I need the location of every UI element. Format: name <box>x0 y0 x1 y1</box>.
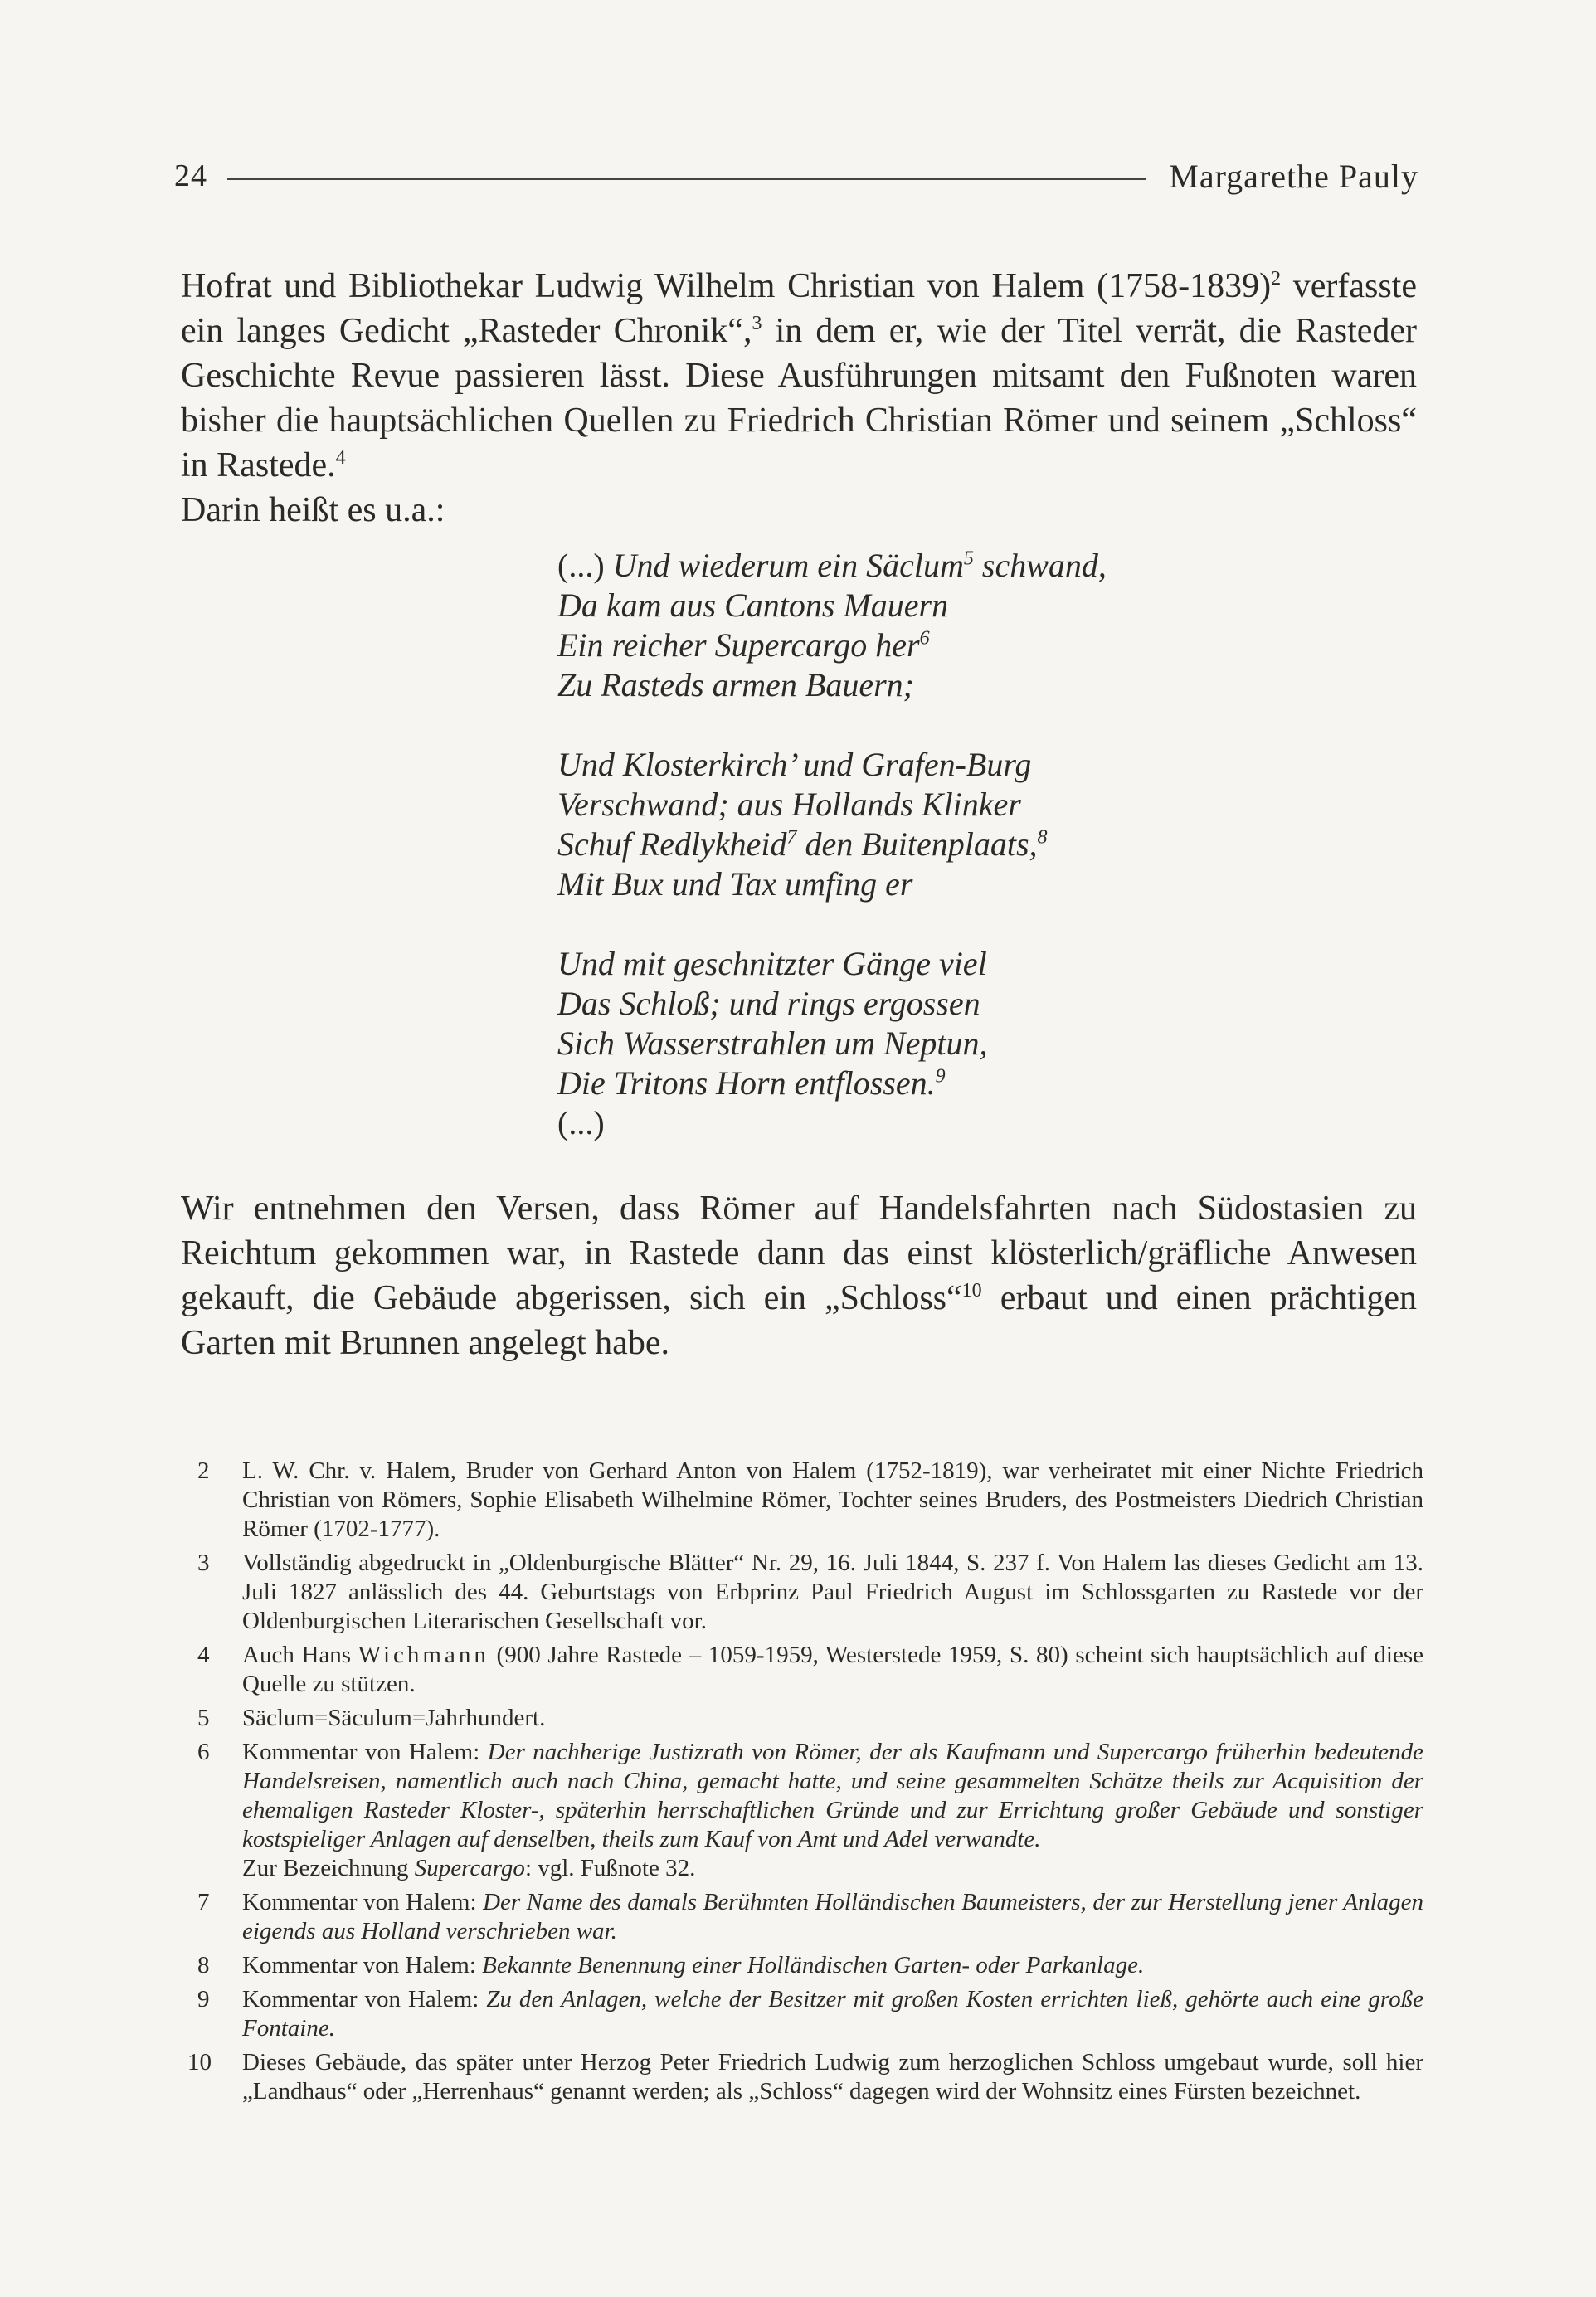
footnote-text <box>242 1951 1423 1980</box>
term-italic: Supercargo <box>414 1855 525 1881</box>
footnote-9 <box>187 1985 1423 2043</box>
text-run: Ein reicher Supercargo her <box>557 626 920 664</box>
running-author: Margarethe Pauly <box>1169 157 1418 195</box>
text-run: verfasste ein langes Gedicht „Rasteder Chronik“, <box>181 267 1417 350</box>
footnote-text: Dieses Gebäude, das später unter Herzog Peter Friedrich Ludwig zum herzoglichen Schloss umgebaut wurde, soll hier „Landhaus“ oder „Herrenhaus“ genannt werden; als „Schloss“ dagegen wird der Wohnsitz eines Fürsten bezeichnet. <box>242 2049 1423 2105</box>
paragraph-intro-line2: Darin heißt es u.a.: <box>181 491 445 529</box>
footnote-ref-2[interactable]: 2 <box>1271 268 1282 290</box>
text-run: Auch Hans <box>242 1642 358 1668</box>
footnote-number: 2 <box>197 1458 210 1484</box>
footnote-4 <box>187 1641 1423 1699</box>
footnote-text <box>242 1641 1423 1699</box>
footnote-ref-8[interactable]: 8 <box>1037 826 1048 849</box>
footnote-ref-7[interactable]: 7 <box>786 826 797 849</box>
footnote-ref-9[interactable]: 9 <box>935 1065 946 1088</box>
footnote-text <box>242 1738 1423 1883</box>
poem-line: Mit Bux und Tax umfing er <box>557 865 913 903</box>
footnote-10 <box>187 2048 1423 2106</box>
footnote-ref-3[interactable]: 3 <box>752 313 762 334</box>
poem-line: Zu Rasteds armen Bauern; <box>557 666 914 703</box>
footnote-7 <box>187 1888 1423 1946</box>
footnotes <box>187 1457 1423 2111</box>
footnote-text: Vollständig abgedruckt in „Oldenburgische Blätter“ Nr. 29, 16. Juli 1844, S. 237 f. Von Halem las dieses Gedicht am 13. Juli 1827 anlässlich des 44. Geburtstags von Erbprinz Paul Friedrich August im Schlossgarten zu Rastede vor der Oldenburgischen Literarischen Gesellschaft vor. <box>242 1550 1423 1634</box>
poem-line <box>557 546 1304 586</box>
footnote-ref-5[interactable]: 5 <box>963 547 974 570</box>
stanza-gap <box>557 904 1304 944</box>
header-rule <box>227 178 1146 180</box>
stanza-gap <box>557 705 1304 745</box>
paragraph-intro-text <box>181 264 1417 488</box>
footnote-text: L. W. Chr. v. Halem, Bruder von Gerhard Anton von Halem (1752-1819), war verheiratet mit einer Nichte Friedrich Christian von Römers, Sophie Elisabeth Wilhelmine Römer, Tochter seines Bruders, des Postmeisters Diedrich Christian Römer (1702-1777). <box>242 1458 1423 1542</box>
text-run: den Buitenplaats, <box>796 825 1038 863</box>
footnote-ref-10[interactable]: 10 <box>961 1280 982 1302</box>
text-run: Und wiederum ein Säclum <box>604 547 964 584</box>
poem-line <box>557 1063 1304 1103</box>
poem-line <box>557 825 1304 864</box>
paragraph-conclusion <box>181 1186 1417 1365</box>
poem-quote <box>557 546 1304 1143</box>
footnote-number: 7 <box>197 1889 210 1915</box>
text-run: (900 Jahre Rastede – 1059-1959, Westerstede 1959, S. 80) scheint sich hauptsächlich auf diese Quelle zu stützen. <box>242 1642 1423 1697</box>
footnote-5 <box>187 1704 1423 1733</box>
paragraph-intro <box>181 264 1417 533</box>
footnote-number: 10 <box>187 2049 212 2076</box>
text-run: schwand, <box>973 547 1107 584</box>
footnote-ref-6[interactable]: 6 <box>919 627 930 650</box>
text-run: Kommentar von Halem: <box>242 1986 487 2012</box>
poem-line: Verschwand; aus Hollands Klinker <box>557 786 1021 823</box>
footnote-6 <box>187 1738 1423 1883</box>
text-run: in dem er, wie der Titel verrät, die Rasteder Geschichte Revue passieren lässt. Diese Ausführungen mitsamt den Fußnoten waren bisher die hauptsächlichen Quellen zu Friedrich Christian Römer und seinem „Schloss“ in Rastede. <box>181 312 1418 484</box>
footnote-number: 6 <box>197 1739 210 1765</box>
footnote-number: 4 <box>197 1642 210 1668</box>
footnote-number: 9 <box>197 1986 210 2012</box>
footnote-number: 3 <box>197 1550 210 1576</box>
footnote-3 <box>187 1549 1423 1636</box>
quote-italic: Bekannte Benennung einer Holländischen Garten- oder Parkanlage. <box>482 1952 1145 1978</box>
text-run: Wir entnehmen den Versen, dass Römer auf Handelsfahrten nach Südostasien zu Reichtum gekommen war, in Rastede dann das einst klösterlich/gräfliche Anwesen gekauft, die Gebäude abgerissen, sich ein „Schloss“ <box>181 1190 1417 1317</box>
poem-line: Da kam aus Cantons Mauern <box>557 586 949 624</box>
text-run: : vgl. Fußnote 32. <box>524 1855 696 1881</box>
footnote-ref-4[interactable]: 4 <box>335 447 346 469</box>
running-header <box>174 151 1418 201</box>
poem-line: (...) <box>557 1104 605 1141</box>
text-run: Die Tritons Horn entflossen. <box>557 1064 936 1102</box>
text-run: Kommentar von Halem: <box>242 1739 488 1765</box>
paragraph-conclusion-text <box>181 1186 1417 1365</box>
footnote-8 <box>187 1951 1423 1980</box>
poem-line: Und mit geschnitzter Gänge viel <box>557 945 987 982</box>
poem-line: Das Schloß; und rings ergossen <box>557 985 980 1022</box>
poem-line: Und Klosterkirch’ und Grafen-Burg <box>557 746 1032 783</box>
footnote-2 <box>187 1457 1423 1544</box>
footnote-number: 8 <box>197 1952 210 1978</box>
text-run: Schuf Redlykheid <box>557 825 787 863</box>
footnote-text <box>242 1985 1423 2043</box>
text-run: Kommentar von Halem: <box>242 1952 483 1978</box>
quote-italic: Der nachherige Justizrath von Römer, der als Kaufmann und Supercargo früherhin bedeutende Handelsreisen, namentlich auch nach China, gemacht hatte, und seine gesammelten Schätze theils zur Acquisition der ehemaligen Rasteder Kloster-, späterhin herrschaftlichen Gründe und zur Errichtung großer Gebäude und sonstiger kostspieliger Anlagen auf denselben, theils zum Kauf von Amt und Adel verwandte. <box>242 1739 1424 1852</box>
author-name: Wichmann <box>358 1642 489 1668</box>
footnote-number: 5 <box>197 1705 210 1731</box>
text-run: Hofrat und Bibliothekar Ludwig Wilhelm Christian von Halem (1758-1839) <box>181 267 1272 305</box>
page-number: 24 <box>174 158 207 193</box>
poem-line: Sich Wasserstrahlen um Neptun, <box>557 1024 988 1062</box>
quote-italic: Der Name des damals Berühmten Holländischen Baumeisters, der zur Herstellung jener Anlagen eigends aus Holland verschrieben war. <box>242 1889 1424 1944</box>
quote-italic: Zu den Anlagen, welche der Besitzer mit großen Kosten errichten ließ, gehörte auch eine große Fontaine. <box>242 1986 1424 2042</box>
footnote-text <box>242 1888 1423 1946</box>
text-run: Zur Bezeichnung <box>242 1855 415 1881</box>
ellipsis: (...) <box>557 547 605 584</box>
poem-line <box>557 625 1304 665</box>
text-run: Kommentar von Halem: <box>242 1889 484 1915</box>
text-run: erbaut und einen prächtigen Garten mit Brunnen angelegt habe. <box>181 1279 1417 1362</box>
footnote-text: Säclum=Säculum=Jahrhundert. <box>242 1705 546 1731</box>
